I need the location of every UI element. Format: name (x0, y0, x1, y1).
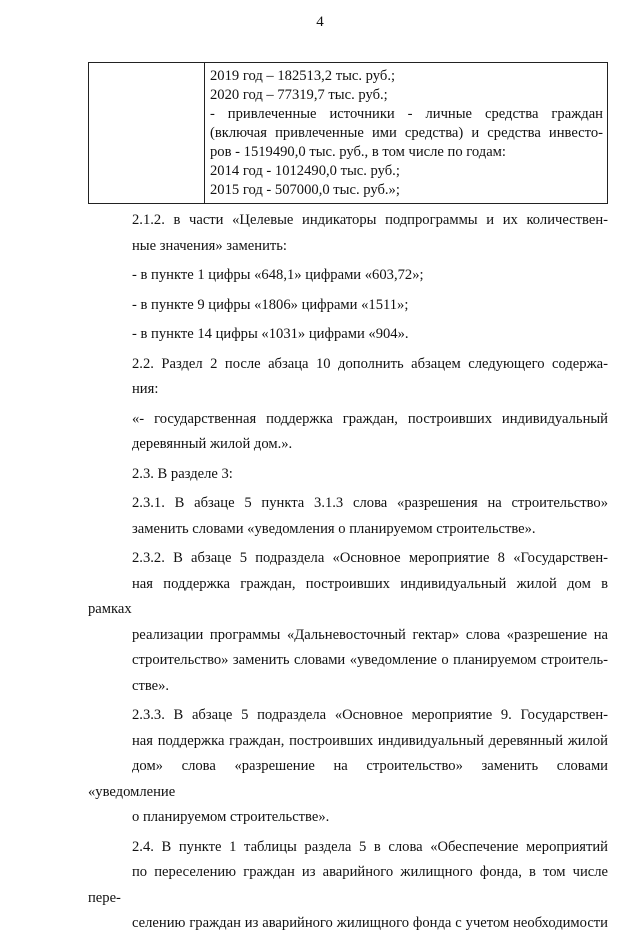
paragraph-2-3-2 (88, 546, 608, 699)
paragraph-2-2 (88, 352, 608, 403)
text-line: о планируемом строительстве». (132, 809, 330, 825)
list-item (88, 263, 608, 289)
paragraph-2-3-3 (88, 703, 608, 831)
quoted-paragraph (88, 407, 608, 458)
text-line: селению граждан из аварийного жилищного фонда с учетом необходимости (132, 915, 608, 931)
text-line: 2.3.3. В абзаце 5 подраздела «Основное мероприятие 9. Государствен- (132, 707, 608, 723)
document-body (88, 208, 608, 937)
list-item (88, 293, 608, 319)
funding-table (88, 62, 608, 204)
text-line: 2.3.1. В абзаце 5 пункта 3.1.3 слова «разрешения на строительство» (132, 495, 608, 511)
table-line: 2014 год - 1012490,0 тыс. руб.; (210, 163, 400, 179)
paragraph-2-3 (88, 462, 608, 488)
text-line: - в пункте 1 цифры «648,1» цифрами «603,72»; (132, 267, 424, 283)
text-line: - в пункте 14 цифры «1031» цифрами «904». (132, 326, 409, 342)
table-line: (включая привлеченные ими средства) и средства инвесто- (210, 125, 603, 141)
text-line: стве». (132, 677, 170, 694)
text-line: реализации программы «Дальневосточный гектар» слова «разрешение на (132, 626, 608, 643)
text-line: дом» слова «разрешение на строительство» заменить словами «уведомление (88, 758, 608, 800)
text-line: 2.2. Раздел 2 после абзаца 10 дополнить абзацем следующего содержа- (132, 355, 608, 372)
text-line: 2.4. В пункте 1 таблицы раздела 5 в слова «Обеспечение мероприятий (132, 838, 608, 855)
paragraph-2-3-1 (88, 491, 608, 542)
text-line: заменить словами «уведомления о планируемом строительстве». (132, 520, 536, 537)
page-number: 4 (316, 14, 324, 30)
text-line: 2.3.2. В абзаце 5 подраздела «Основное мероприятие 8 «Государствен- (132, 550, 608, 566)
text-line: 2.1.2. в части «Целевые индикаторы подпрограммы и их количествен- (132, 212, 608, 228)
text-line: по переселению граждан из аварийного жилищного фонда, в том числе пере- (88, 864, 608, 906)
text-line: деревянный жилой дом.». (132, 436, 293, 452)
text-line: ная поддержка граждан, построивших индивидуальный жилой дом в рамках (88, 575, 608, 617)
paragraph-2-4 (88, 835, 608, 937)
table-left-cell (89, 63, 205, 204)
text-line: ная поддержка граждан, построивших индивидуальный деревянный жилой (132, 732, 608, 749)
text-line: ные значения» заменить: (132, 237, 287, 254)
paragraph-2-1-2 (88, 208, 608, 259)
table-line: 2015 год - 507000,0 тыс. руб.»; (210, 182, 400, 198)
text-line: 2.3. В разделе 3: (132, 465, 233, 482)
table-row (89, 63, 608, 204)
table-line: - привлеченные источники - личные средства граждан (210, 106, 603, 122)
table-line: 2020 год – 77319,7 тыс. руб.; (210, 87, 388, 103)
text-line: «- государственная поддержка граждан, построивших индивидуальный (132, 410, 608, 427)
text-line: - в пункте 9 цифры «1806» цифрами «1511»; (132, 296, 409, 313)
list-item (88, 322, 608, 348)
table-line: 2019 год – 182513,2 тыс. руб.; (210, 68, 396, 84)
text-line: строительство» заменить словами «уведомление о планируемом строитель- (132, 652, 608, 668)
text-line: ния: (132, 381, 159, 397)
table-right-cell (205, 63, 608, 204)
table-line: ров - 1519490,0 тыс. руб., в том числе по годам: (210, 144, 506, 160)
